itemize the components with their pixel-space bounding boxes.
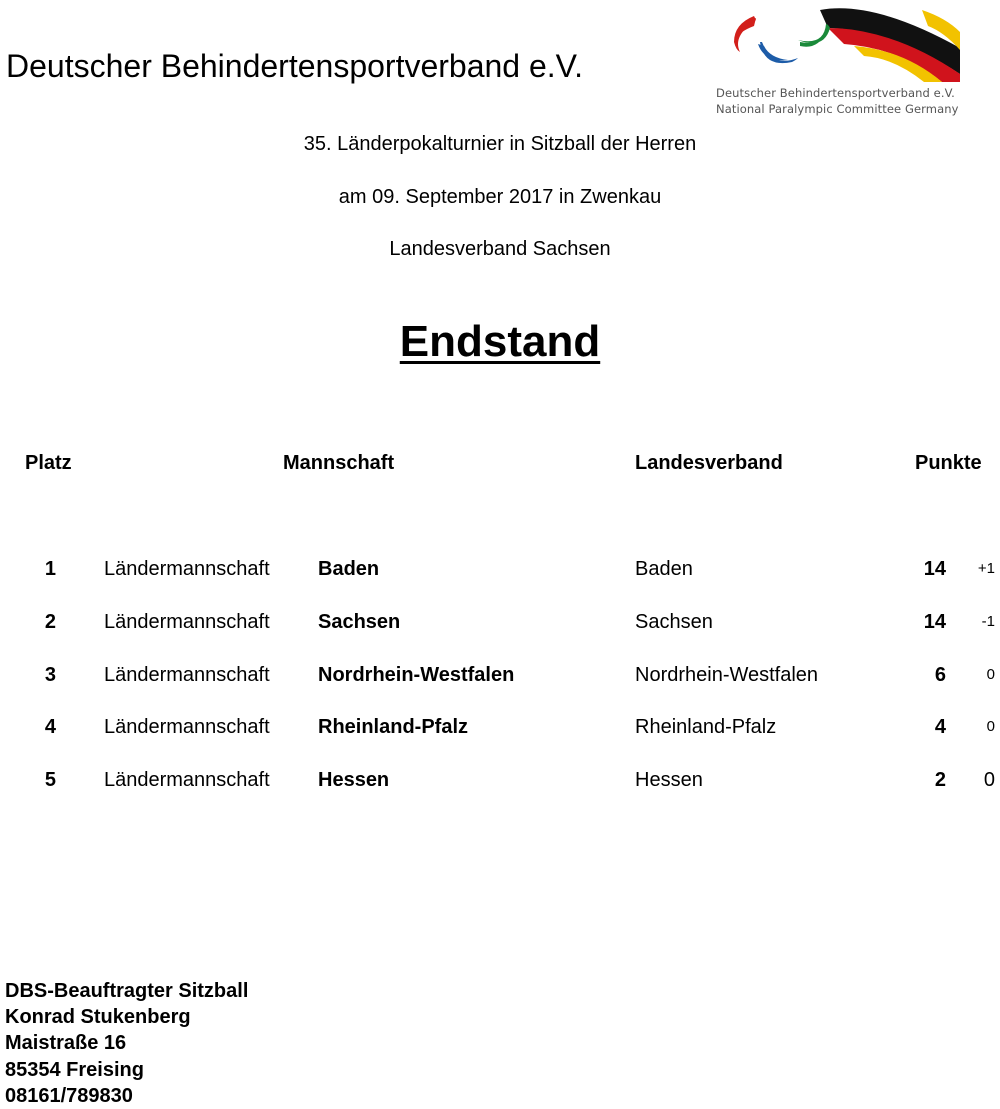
logo-text-line1: Deutscher Behindertensportverband e.V. bbox=[716, 86, 955, 100]
row-points: 14 bbox=[923, 611, 946, 633]
row-team: Rheinland-Pfalz bbox=[318, 716, 469, 738]
row-points: 4 bbox=[934, 716, 946, 738]
row-diff: 0 bbox=[986, 666, 995, 683]
organization-title: Deutscher Behindertensportverband e.V. bbox=[6, 48, 583, 84]
header-points: Punkte bbox=[915, 452, 982, 474]
row-association: Rheinland-Pfalz bbox=[635, 716, 777, 738]
contact-block bbox=[5, 978, 248, 1109]
event-name: 35. Länderpokalturnier in Sitzball der Herren bbox=[303, 133, 697, 155]
contact-phone: 08161/789830 bbox=[5, 1084, 133, 1107]
table-row bbox=[0, 609, 1000, 639]
table-row bbox=[0, 714, 1000, 744]
row-team: Baden bbox=[318, 558, 380, 580]
row-team: Nordrhein-Westfalen bbox=[318, 664, 515, 686]
page-title: Endstand bbox=[399, 317, 601, 366]
row-place: 2 bbox=[44, 611, 56, 633]
row-points: 2 bbox=[934, 769, 946, 791]
contact-city: 85354 Freising bbox=[5, 1058, 144, 1081]
row-association: Sachsen bbox=[635, 611, 713, 633]
contact-name: Konrad Stukenberg bbox=[5, 1006, 191, 1029]
row-prefix: Ländermannschaft bbox=[104, 716, 270, 738]
row-team: Sachsen bbox=[318, 611, 401, 633]
row-prefix: Ländermannschaft bbox=[104, 664, 270, 686]
logo-text-line2: National Paralympic Committee Germany bbox=[716, 102, 959, 116]
contact-role: DBS-Beauftragter Sitzball bbox=[5, 980, 249, 1002]
row-diff: 0 bbox=[986, 718, 995, 735]
row-team: Hessen bbox=[318, 769, 390, 791]
table-row bbox=[0, 662, 1000, 692]
row-diff: +1 bbox=[977, 560, 995, 577]
row-points: 14 bbox=[923, 558, 946, 580]
row-place: 5 bbox=[44, 769, 56, 791]
header-association: Landesverband bbox=[635, 452, 783, 474]
header-team: Mannschaft bbox=[283, 452, 395, 474]
row-diff: -1 bbox=[981, 613, 995, 630]
event-date-location: am 09. September 2017 in Zwenkau bbox=[338, 186, 662, 208]
event-host: Landesverband Sachsen bbox=[389, 238, 611, 260]
row-diff: 0 bbox=[983, 769, 995, 791]
row-association: Baden bbox=[635, 558, 693, 580]
row-place: 4 bbox=[44, 716, 56, 738]
table-row bbox=[0, 556, 1000, 586]
row-association: Hessen bbox=[635, 769, 703, 791]
header-place: Platz bbox=[25, 452, 72, 474]
row-prefix: Ländermannschaft bbox=[104, 769, 270, 791]
row-place: 3 bbox=[44, 664, 56, 686]
row-association: Nordrhein-Westfalen bbox=[635, 664, 819, 686]
table-row bbox=[0, 767, 1000, 797]
row-prefix: Ländermannschaft bbox=[104, 558, 270, 580]
row-prefix: Ländermannschaft bbox=[104, 611, 270, 633]
dbs-logo bbox=[716, 2, 960, 120]
row-points: 6 bbox=[934, 664, 946, 686]
paralympic-agitos-flag-icon bbox=[724, 2, 960, 86]
contact-street: Maistraße 16 bbox=[5, 1032, 127, 1055]
row-place: 1 bbox=[44, 558, 56, 580]
